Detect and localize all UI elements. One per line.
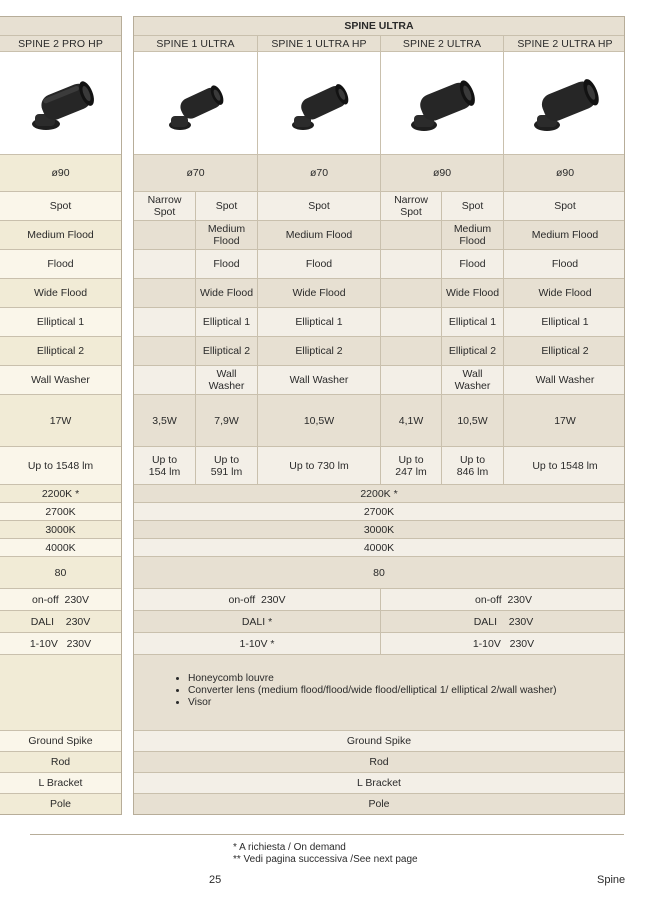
medium-flood-cell: Medium Flood: [257, 221, 380, 249]
wall-washer-cell: Wall Washer: [257, 366, 380, 394]
elliptical-1-cell: Elliptical 1: [503, 308, 626, 336]
control-010v-cell: 1-10V *: [239, 637, 275, 650]
flood-cell: Flood: [503, 250, 626, 278]
mount-rod-cell: Rod: [50, 756, 71, 768]
diameter-cell: ø90: [380, 155, 503, 191]
spot-cell: Spot: [257, 192, 380, 220]
product-image: [380, 52, 503, 154]
cct-4000-cell: 4000K: [45, 541, 76, 554]
cri-cell: 80: [373, 566, 385, 579]
footnote-see-next-page: ** Vedi pagina successiva /See next page: [233, 854, 418, 865]
elliptical-2-cell: Elliptical 2: [503, 337, 626, 365]
wide-flood-cell: Wide Flood: [441, 279, 503, 307]
wall-washer-cell: Wall Washer: [441, 366, 503, 394]
empty-cell: [134, 308, 195, 336]
flood-cell: Flood: [195, 250, 257, 278]
empty-cell: [380, 308, 441, 336]
wall-washer-cell: Wall Washer: [195, 366, 257, 394]
flux-cell: Up to 1548 lm: [503, 447, 626, 484]
mount-ground-spike-cell: Ground Spike: [28, 735, 93, 747]
narrow-spot-cell: Narrow Spot: [147, 194, 182, 218]
spot-cell: Spot: [49, 200, 72, 212]
accessories-cell: [134, 654, 624, 730]
product-image: [257, 52, 380, 154]
product-image: [134, 52, 257, 154]
mount-pole-cell: Pole: [49, 798, 71, 810]
spine-ultra-table: [133, 16, 625, 815]
power-cell: 7,9W: [195, 395, 257, 446]
narrow-spot-cell: Narrow Spot: [380, 192, 441, 220]
footer-divider: [30, 834, 624, 835]
blank-title-cell: [0, 17, 121, 35]
mount-l-bracket-cell: L Bracket: [357, 777, 401, 789]
flood-cell: Flood: [257, 250, 380, 278]
spot-cell: Spot: [503, 192, 626, 220]
model-header: SPINE 2 PRO HP: [18, 37, 103, 50]
footer-brand: Spine: [597, 874, 626, 886]
accessories-blank-cell: [0, 654, 121, 730]
flux-cell: Up to 591 lm: [195, 447, 257, 484]
spotlight-icon: [279, 68, 359, 138]
group-title: SPINE ULTRA: [344, 20, 414, 32]
empty-cell: [134, 250, 195, 278]
control-dali-cell: DALI *: [241, 615, 273, 628]
power-cell: 4,1W: [380, 395, 441, 446]
cct-2700-cell: 2700K: [45, 505, 76, 518]
elliptical-2-cell: Elliptical 2: [441, 337, 503, 365]
spine-2-pro-hp-column: [0, 16, 122, 815]
mount-ground-spike-cell: Ground Spike: [346, 735, 412, 747]
elliptical-1-cell: Elliptical 1: [441, 308, 503, 336]
empty-cell: [380, 337, 441, 365]
power-cell: 17W: [49, 414, 72, 427]
diameter-cell: ø70: [186, 167, 205, 179]
flux-cell: Up to 154 lm: [148, 453, 181, 478]
flood-cell: Flood: [441, 250, 503, 278]
diameter-cell: ø90: [51, 167, 70, 179]
accessories-list: [174, 673, 557, 709]
empty-cell: [134, 221, 195, 249]
footnote-on-demand: * A richiesta / On demand: [233, 842, 346, 853]
empty-cell: [380, 221, 441, 249]
wide-flood-cell: Wide Flood: [33, 287, 88, 299]
model-header: SPINE 1 ULTRA HP: [257, 36, 380, 51]
diameter-cell: ø70: [257, 155, 380, 191]
wide-flood-cell: Wide Flood: [257, 279, 380, 307]
spotlight-icon: [525, 68, 605, 138]
power-cell: 17W: [503, 395, 626, 446]
mount-pole-cell: Pole: [368, 798, 390, 810]
product-image: [0, 52, 121, 154]
elliptical-2-cell: Elliptical 2: [257, 337, 380, 365]
power-cell: 10,5W: [441, 395, 503, 446]
list-item: • Converter lens (medium flood/flood/wide flood/elliptical 1/ elliptical 2/wall washer): [188, 685, 557, 697]
list-item: • Visor: [188, 697, 557, 709]
wall-washer-cell: Wall Washer: [503, 366, 626, 394]
flood-cell: Flood: [47, 258, 74, 270]
flux-cell: Up to 247 lm: [380, 447, 441, 484]
cri-cell: 80: [54, 566, 67, 579]
cct-3000-cell: 3000K: [363, 523, 395, 536]
control-dali-cell: DALI 230V: [380, 611, 626, 632]
flux-cell: Up to 846 lm: [441, 447, 503, 484]
elliptical-2-cell: Elliptical 2: [195, 337, 257, 365]
empty-cell: [134, 279, 195, 307]
control-010v-cell: 1-10V 230V: [29, 637, 92, 650]
model-header: SPINE 1 ULTRA: [156, 37, 235, 50]
empty-cell: [380, 279, 441, 307]
product-image: [503, 52, 626, 154]
control-onoff-cell: on-off 230V: [228, 593, 286, 606]
wide-flood-cell: Wide Flood: [195, 279, 257, 307]
medium-flood-cell: Medium Flood: [441, 221, 503, 249]
cct-4000-cell: 4000K: [363, 541, 395, 554]
cct-2200-cell: 2200K *: [360, 487, 398, 500]
list-item: • Honeycomb louvre: [188, 673, 557, 685]
spot-cell: Spot: [441, 192, 503, 220]
power-cell: 10,5W: [257, 395, 380, 446]
spotlight-icon: [156, 68, 236, 138]
flux-cell: Up to 1548 lm: [27, 459, 94, 472]
mount-l-bracket-cell: L Bracket: [38, 777, 83, 789]
power-cell: 3,5W: [152, 414, 177, 427]
control-dali-cell: DALI 230V: [30, 615, 91, 628]
medium-flood-cell: Medium Flood: [195, 221, 257, 249]
spotlight-icon: [21, 68, 101, 138]
elliptical-1-cell: Elliptical 1: [257, 308, 380, 336]
empty-cell: [380, 366, 441, 394]
elliptical-2-cell: Elliptical 2: [36, 345, 85, 357]
control-010v-cell: 1-10V 230V: [380, 633, 626, 654]
spotlight-icon: [402, 68, 482, 138]
control-onoff-cell: on-off 230V: [31, 593, 90, 606]
spot-cell: Spot: [195, 192, 257, 220]
medium-flood-cell: Medium Flood: [503, 221, 626, 249]
elliptical-1-cell: Elliptical 1: [195, 308, 257, 336]
wide-flood-cell: Wide Flood: [503, 279, 626, 307]
cct-3000-cell: 3000K: [45, 523, 76, 536]
cct-2700-cell: 2700K: [363, 505, 395, 518]
elliptical-1-cell: Elliptical 1: [36, 316, 85, 328]
model-header: SPINE 2 ULTRA HP: [503, 36, 626, 51]
diameter-cell: ø90: [503, 155, 626, 191]
empty-cell: [134, 337, 195, 365]
empty-cell: [380, 250, 441, 278]
model-header: SPINE 2 ULTRA: [380, 36, 503, 51]
medium-flood-cell: Medium Flood: [27, 229, 94, 241]
mount-rod-cell: Rod: [369, 756, 389, 768]
cct-2200-cell: 2200K *: [41, 487, 80, 500]
empty-cell: [134, 366, 195, 394]
page-number: 25: [209, 874, 222, 886]
control-onoff-cell: on-off 230V: [380, 589, 626, 610]
flux-cell: Up to 730 lm: [257, 447, 380, 484]
wall-washer-cell: Wall Washer: [31, 374, 90, 386]
